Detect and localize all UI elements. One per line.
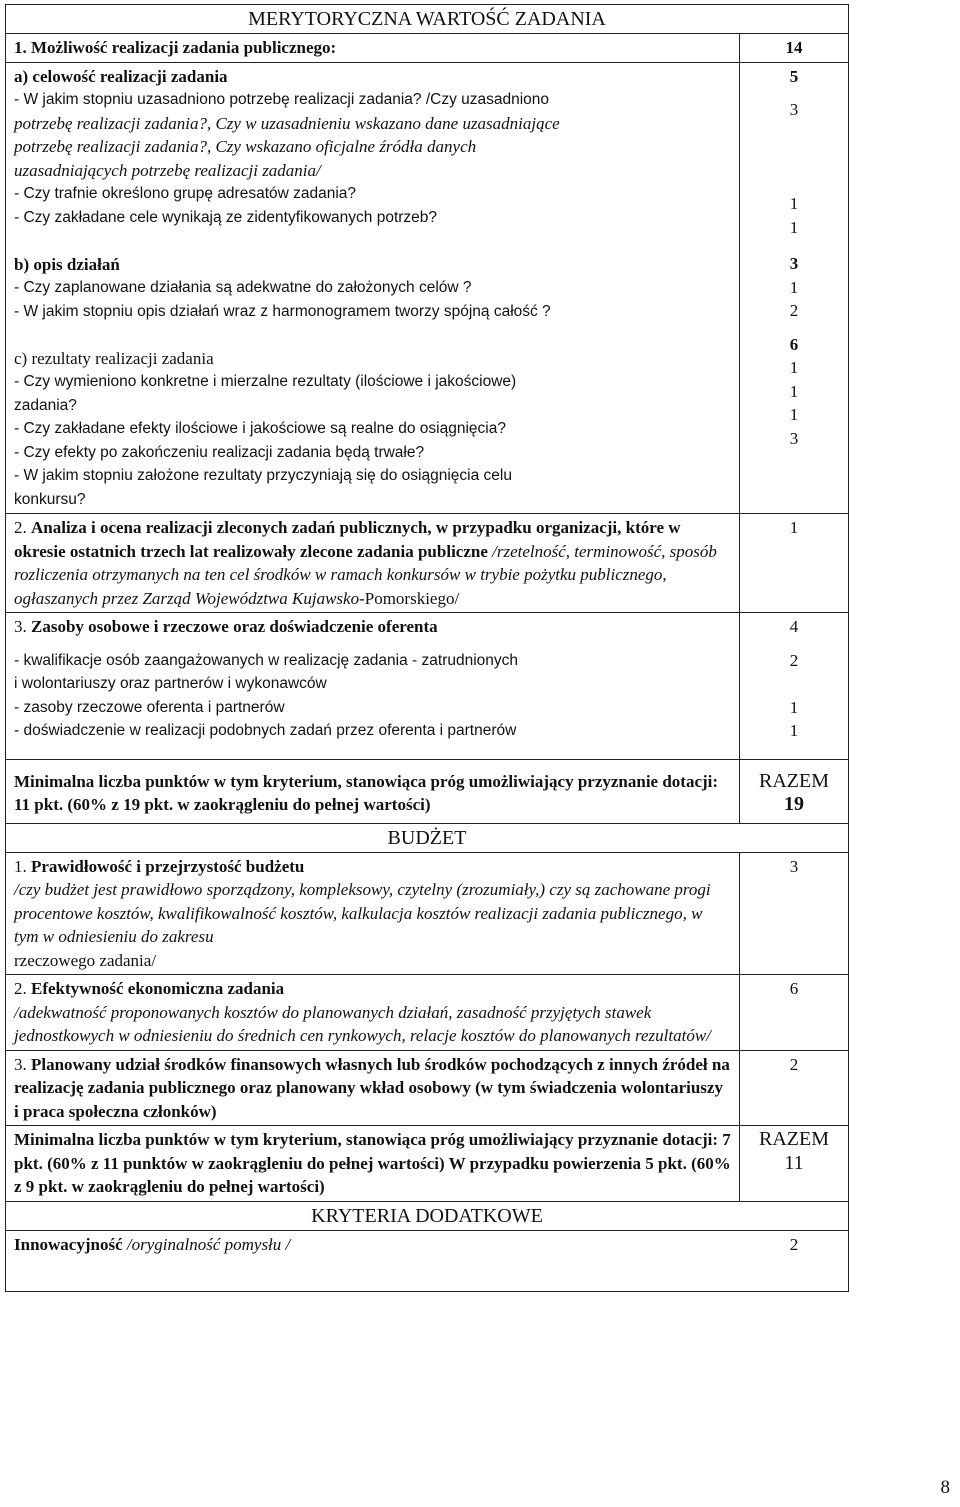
b-title: b) opis działań (14, 254, 120, 274)
a-line: uzasadniających potrzebę realizacji zadania/ (14, 160, 321, 180)
b-sub-score: 2 (789, 301, 799, 320)
c-line: - W jakim stopniu założone rezultaty przyczyniają się do osiągnięcia celu (14, 467, 512, 484)
a-sub-score: 3 (789, 100, 799, 119)
c-score: 6 (789, 334, 799, 354)
b2-score: 6 (789, 979, 799, 998)
b-sub-score: 1 (789, 277, 799, 297)
budget-header-row (5, 824, 849, 853)
b2-text: 2. Efektywność ekonomiczna zadania /adekwatność proponowanych kosztów do planowanych działań, zasadność przyjętych stawek jednostkowych w odniesieniu do średnich cen rynkowych, relacje kosztów do planowanych rezultatów/ (6, 975, 740, 1050)
a-line: potrzebę realizacji zadania?, Czy w uzasadnieniu wskazano dane uzasadniające (14, 113, 560, 133)
a-sub-score: 1 (789, 194, 799, 213)
c-line: - Czy wymieniono konkretne i mierzalne rezultaty (ilościowe i jakościowe) (14, 373, 517, 390)
c-sub-score: 1 (789, 381, 799, 401)
page-number: 8 (940, 1477, 950, 1498)
min2-row (5, 1126, 849, 1202)
evaluation-table (5, 4, 849, 1292)
s3-text: 3. Zasoby osobowe i rzeczowe oraz doświadczenie oferenta - kwalifikacje osób zaangażowanych w realizację zadania - zatrudnionych i wolontariuszy oraz partnerów i wykonawców - zasoby rzeczowe oferenta i partnerów - doświadczenie w realizacji podobnych zadań przez oferenta i partnerów (6, 613, 740, 759)
additional-title: KRYTERIA DODATKOWE (311, 1204, 543, 1227)
s3-row (5, 613, 849, 760)
b1-score: 3 (789, 856, 799, 876)
innovation-text: Innowacyjność /oryginalność pomysłu / (14, 1234, 291, 1254)
innovation-score: 2 (789, 1234, 799, 1254)
a-line: potrzebę realizacji zadania?, Czy wskazano oficjalne źródła danych (14, 137, 477, 156)
a-line: - Czy zakładane cele wynikają ze zidentyfikowanych potrzeb? (14, 208, 438, 226)
min1-text: Minimalna liczba punktów w tym kryterium, stanowiąca próg umożliwiający przyznanie dotacji: 11 pkt. (60% z 19 pkt. w zaokrągleniu do pełnej wartości) (6, 760, 740, 823)
a-line: - W jakim stopniu uzasadniono potrzebę realizacji zadania? /Czy uzasadniono (14, 91, 550, 108)
c-line: - Czy efekty po zakończeniu realizacji zadania będą trwałe? (14, 443, 425, 461)
c-title: c) rezultaty realizacji zadania (14, 348, 214, 368)
c-sub-score: 3 (789, 428, 799, 448)
section-title: MERYTORYCZNA WARTOŚĆ ZADANIA (248, 8, 606, 30)
s2-score: 1 (789, 518, 799, 537)
s3-scores: 4 2 1 1 (740, 613, 848, 759)
b3-text: 3. Planowany udział środków finansowych własnych lub środków pochodzących z innych źródeł na realizację zadania publicznego oraz planowany wkład osobowy (w tym świadczenia wolontariuszy i praca społeczna członków) (6, 1051, 740, 1126)
s1-score: 14 (785, 38, 803, 57)
b3-score: 2 (789, 1054, 799, 1074)
s1-body (6, 63, 740, 514)
min1-total: RAZEM 19 (759, 769, 829, 815)
min2-total: RAZEM 11 (759, 1128, 829, 1174)
budget-title: BUDŻET (387, 826, 467, 849)
s3-title: Zasoby osobowe i rzeczowe oraz doświadczenie oferenta (31, 617, 438, 636)
min1-row (5, 760, 849, 824)
c-line: konkursu? (14, 490, 86, 508)
c-line: zadania? (14, 396, 77, 414)
s3-score: 4 (789, 617, 799, 636)
b-line: - W jakim stopniu opis działań wraz z harmonogramem tworzy spójną całość ? (14, 302, 551, 320)
s2-row (5, 514, 849, 613)
a-sub-score: 1 (789, 217, 799, 237)
b-score: 3 (789, 254, 799, 273)
additional-header-row (5, 1202, 849, 1231)
a-score: 5 (789, 66, 799, 86)
s1-body-row (5, 63, 849, 515)
min2-text: Minimalna liczba punktów w tym kryterium, stanowiąca próg umożliwiający przyznanie dotacji: 7 pkt. (60% z 11 punktów w zaokrągleniu do pełnej wartości) W przypadku powierzenia 5 pkt. (60% z 9 pkt. w zaokrągleniu do pełnej wartości) (6, 1126, 740, 1201)
a-line: - Czy trafnie określono grupę adresatów zadania? (14, 185, 357, 202)
a-title: a) celowość realizacji zadania (14, 66, 228, 86)
b1-text: 1. Prawidłowość i przejrzystość budżetu /czy budżet jest prawidłowo sporządzony, kompleksowy, czytelny (zrozumiały,) czy są zachowane progi procentowe kosztów, kwalifikowalność kosztów, kalkulacja kosztów realizacji zadania publicznego, w tym w odniesieniu do zakresu rzeczowego zadania/ (6, 853, 740, 975)
b2-row (5, 975, 849, 1051)
header-row (5, 4, 849, 34)
c-sub-score: 1 (789, 405, 799, 424)
c-sub-score: 1 (789, 358, 799, 377)
c-line: - Czy zakładane efekty ilościowe i jakościowe są realne do osiągnięcia? (14, 420, 506, 437)
b-line: - Czy zaplanowane działania są adekwatne do założonych celów ? (14, 279, 472, 296)
s1-title-row (5, 34, 849, 63)
b3-row (5, 1051, 849, 1127)
b1-row (5, 853, 849, 976)
innovation-row (5, 1231, 849, 1292)
s1-scores (740, 63, 848, 514)
s1-title: 1. Możliwość realizacji zadania publicznego: (6, 34, 740, 62)
s2-text: 2. Analiza i ocena realizacji zleconych zadań publicznych, w przypadku organizacji, które w okresie ostatnich trzech lat realizowały zlecone zadania publiczne /rzetelność, terminowość, sposób rozliczenia otrzymanych na ten cel środków w ramach konkursów w trybie pożytku publicznego, ogłaszanych przez Zarząd Województwa Kujawsko-Pomorskiego/ (6, 514, 740, 612)
